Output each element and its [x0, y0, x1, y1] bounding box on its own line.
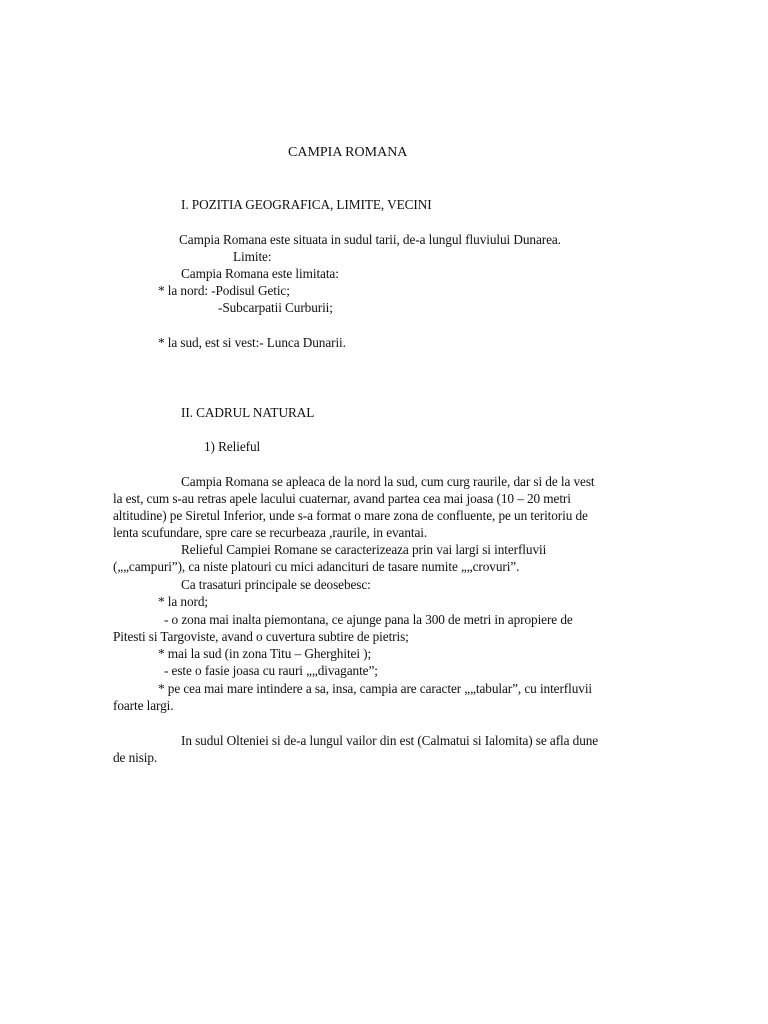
north-limit-1: * la nord: -Podisul Getic; — [158, 283, 290, 298]
paragraph-line: - este o fasie joasa cu rauri „„divagante”; — [164, 663, 378, 678]
paragraph-line: lenta scufundare, spre care se recurbeaza ,raurile, in evantai. — [113, 525, 428, 540]
paragraph-line: Pitesti si Targoviste, avand o cuvertura subtire de pietris; — [113, 629, 409, 644]
bullet-south: * mai la sud (in zona Titu – Gherghitei ); — [158, 646, 372, 661]
south-east-west-limit: * la sud, est si vest:- Lunca Dunarii. — [158, 335, 346, 350]
section-heading-natural: II. CADRUL NATURAL — [181, 405, 315, 420]
bullet-north: * la nord; — [158, 594, 208, 609]
section-heading-position: I. POZITIA GEOGRAFICA, LIMITE, VECINI — [181, 197, 432, 212]
limits-label: Limite: — [233, 249, 272, 264]
paragraph-line: Ca trasaturi principale se deosebesc: — [181, 577, 371, 592]
paragraph-line: Relieful Campiei Romane se caracterizeaza prin vai largi si interfluvii — [181, 542, 547, 557]
paragraph-line: foarte largi. — [113, 698, 174, 713]
paragraph-line: Campia Romana se apleaca de la nord la sud, cum curg raurile, dar si de la vest — [181, 474, 595, 489]
paragraph-line: In sudul Olteniei si de-a lungul vailor din est (Calmatui si Ialomita) se afla dune — [181, 733, 599, 748]
paragraph-line: la est, cum s-au retras apele lacului cuaternar, avand partea cea mai joasa (10 – 20 metri — [113, 491, 571, 506]
paragraph-line: de nisip. — [113, 750, 158, 765]
intro-paragraph: Campia Romana este situata in sudul tarii, de-a lungul fluviului Dunarea. — [179, 232, 561, 247]
paragraph-line: altitudine) pe Siretul Inferior, unde s-a format o mare zona de confluente, pe un teritoriu de — [113, 508, 588, 523]
subheading-relief: 1) Relieful — [204, 439, 261, 454]
document-title: CAMPIA ROMANA — [288, 145, 408, 160]
bullet-most: * pe cea mai mare intindere a sa, insa, campia are caracter „„tabular”, cu interfluvii — [158, 681, 593, 696]
paragraph-line: („„campuri”), ca niste platouri cu mici adancituri de tasare numite „„crovuri”. — [113, 559, 520, 574]
north-limit-2: -Subcarpatii Curburii; — [218, 300, 333, 315]
paragraph-line: - o zona mai inalta piemontana, ce ajunge pana la 300 de metri in apropiere de — [164, 612, 573, 627]
limited-by-text: Campia Romana este limitata: — [181, 266, 339, 281]
